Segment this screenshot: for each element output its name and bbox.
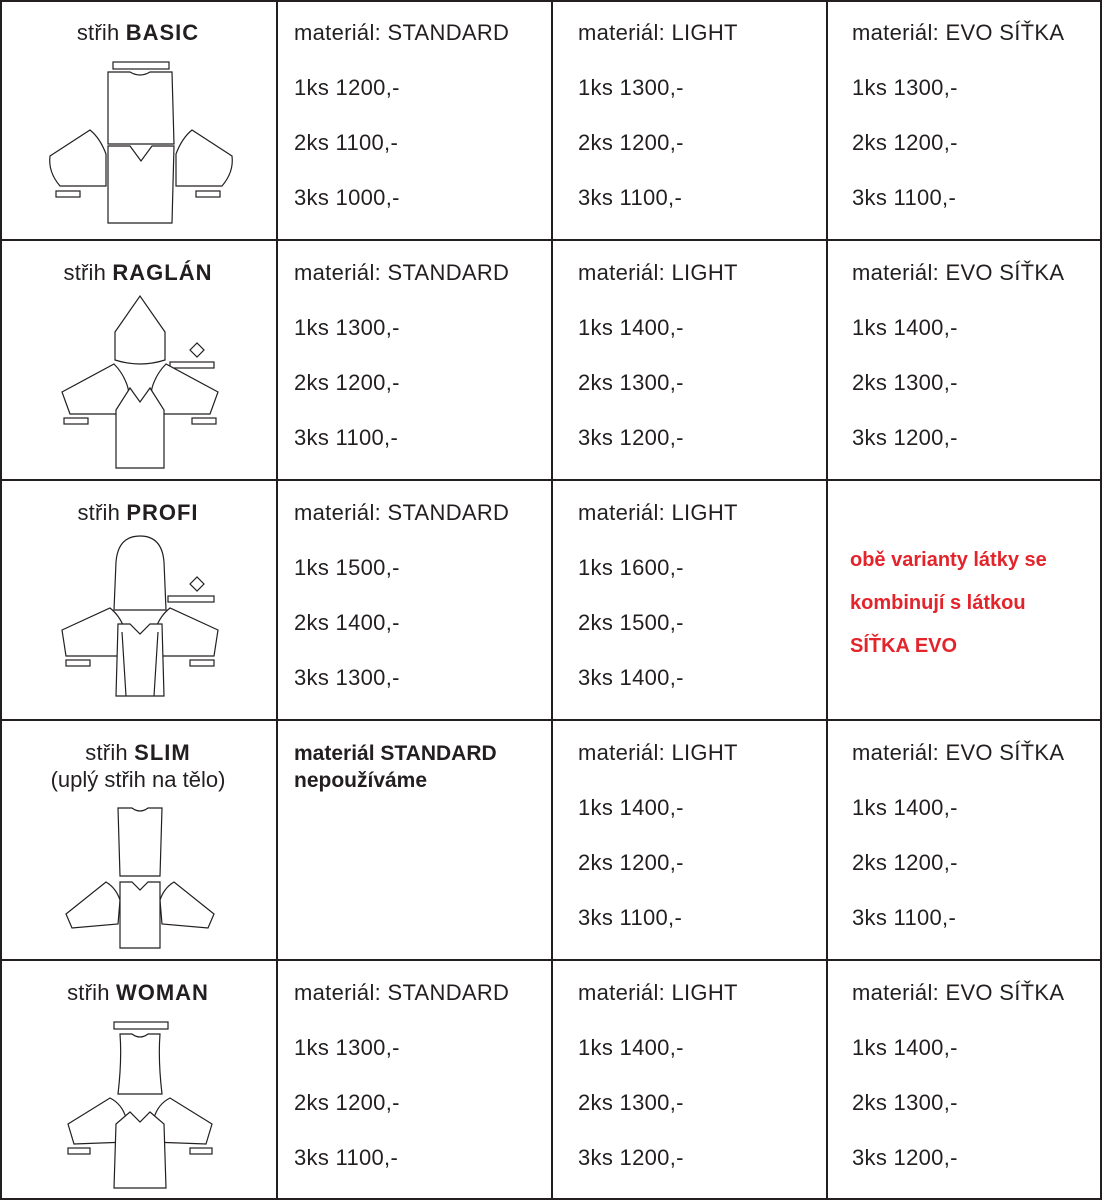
light-header: materiál: LIGHT bbox=[578, 740, 738, 765]
light-header: materiál: LIGHT bbox=[578, 500, 738, 525]
note-line: kombinují s látkou bbox=[850, 592, 1026, 614]
standard-price-3ks: 3ks 1300,- bbox=[294, 665, 400, 690]
cut-name: BASIC bbox=[125, 20, 200, 45]
standard-header: materiál: STANDARD bbox=[294, 260, 510, 285]
evo-header: materiál: EVO SÍŤKA bbox=[852, 980, 1065, 1005]
table-row-raglan bbox=[0, 240, 1102, 480]
cut-prefix: střih bbox=[85, 740, 128, 765]
cut-prefix: střih bbox=[77, 500, 120, 525]
evo-price-2ks: 2ks 1200,- bbox=[852, 130, 958, 155]
light-price-2ks: 2ks 1200,- bbox=[578, 130, 684, 155]
table-row-basic bbox=[0, 0, 1102, 240]
cut-name: PROFI bbox=[126, 500, 199, 525]
cut-label bbox=[0, 740, 276, 766]
note-line: SÍŤKA EVO bbox=[850, 635, 958, 657]
cut-subtitle: (uplý střih na tělo) bbox=[50, 767, 226, 792]
cut-name: RAGLÁN bbox=[112, 260, 213, 285]
evo-price-3ks: 3ks 1200,- bbox=[852, 425, 958, 450]
light-price-3ks: 3ks 1400,- bbox=[578, 665, 684, 690]
evo-header: materiál: EVO SÍŤKA bbox=[852, 260, 1065, 285]
table-row-profi bbox=[0, 480, 1102, 720]
standard-not-used-note bbox=[294, 740, 497, 794]
light-price-1ks: 1ks 1300,- bbox=[578, 75, 684, 100]
light-price-3ks: 3ks 1200,- bbox=[578, 1145, 684, 1170]
combination-note bbox=[850, 539, 1047, 668]
light-price-2ks: 2ks 1300,- bbox=[578, 1090, 684, 1115]
note-line: materiál STANDARD bbox=[294, 742, 497, 765]
table-row-woman bbox=[0, 960, 1102, 1200]
standard-price-2ks: 2ks 1200,- bbox=[294, 1090, 400, 1115]
evo-price-1ks: 1ks 1300,- bbox=[852, 75, 958, 100]
cut-label bbox=[0, 20, 276, 46]
light-price-3ks: 3ks 1100,- bbox=[578, 185, 683, 210]
standard-header: materiál: STANDARD bbox=[294, 500, 510, 525]
standard-header: materiál: STANDARD bbox=[294, 20, 510, 45]
light-price-1ks: 1ks 1400,- bbox=[578, 315, 684, 340]
light-price-2ks: 2ks 1300,- bbox=[578, 370, 684, 395]
light-price-3ks: 3ks 1200,- bbox=[578, 425, 684, 450]
slim-pattern-icon bbox=[40, 802, 240, 952]
evo-header: materiál: EVO SÍŤKA bbox=[852, 740, 1065, 765]
standard-price-1ks: 1ks 1300,- bbox=[294, 315, 400, 340]
cut-prefix: střih bbox=[67, 980, 110, 1005]
evo-header: materiál: EVO SÍŤKA bbox=[852, 20, 1065, 45]
cut-label bbox=[0, 980, 276, 1006]
evo-price-3ks: 3ks 1200,- bbox=[852, 1145, 958, 1170]
evo-price-1ks: 1ks 1400,- bbox=[852, 795, 958, 820]
standard-price-3ks: 3ks 1100,- bbox=[294, 425, 399, 450]
evo-price-3ks: 3ks 1100,- bbox=[852, 185, 957, 210]
evo-price-2ks: 2ks 1300,- bbox=[852, 370, 958, 395]
evo-price-2ks: 2ks 1300,- bbox=[852, 1090, 958, 1115]
light-header: materiál: LIGHT bbox=[578, 20, 738, 45]
light-price-1ks: 1ks 1600,- bbox=[578, 555, 684, 580]
table-row-slim bbox=[0, 720, 1102, 960]
standard-price-1ks: 1ks 1500,- bbox=[294, 555, 400, 580]
cut-name: WOMAN bbox=[115, 980, 209, 1005]
profi-pattern-icon bbox=[40, 532, 240, 700]
cut-prefix: střih bbox=[63, 260, 107, 285]
evo-price-1ks: 1ks 1400,- bbox=[852, 315, 958, 340]
light-price-3ks: 3ks 1100,- bbox=[578, 905, 683, 930]
light-header: materiál: LIGHT bbox=[578, 980, 738, 1005]
standard-header: materiál: STANDARD bbox=[294, 980, 510, 1005]
light-price-1ks: 1ks 1400,- bbox=[578, 1035, 684, 1060]
standard-price-2ks: 2ks 1400,- bbox=[294, 610, 400, 635]
cut-label bbox=[0, 260, 276, 286]
light-header: materiál: LIGHT bbox=[578, 260, 738, 285]
evo-price-2ks: 2ks 1200,- bbox=[852, 850, 958, 875]
cut-prefix: střih bbox=[76, 20, 120, 45]
note-line: nepoužíváme bbox=[294, 769, 428, 792]
evo-price-1ks: 1ks 1400,- bbox=[852, 1035, 958, 1060]
light-price-1ks: 1ks 1400,- bbox=[578, 795, 684, 820]
standard-price-2ks: 2ks 1200,- bbox=[294, 370, 400, 395]
woman-pattern-icon bbox=[40, 1020, 240, 1192]
light-price-2ks: 2ks 1200,- bbox=[578, 850, 684, 875]
light-price-2ks: 2ks 1500,- bbox=[578, 610, 684, 635]
standard-price-1ks: 1ks 1200,- bbox=[294, 75, 400, 100]
raglan-pattern-icon bbox=[40, 292, 240, 472]
evo-price-3ks: 3ks 1100,- bbox=[852, 905, 957, 930]
standard-price-2ks: 2ks 1100,- bbox=[294, 130, 399, 155]
note-line: obě varianty látky se bbox=[850, 549, 1047, 571]
cut-label bbox=[0, 500, 276, 526]
cut-name: SLIM bbox=[134, 740, 191, 765]
standard-price-3ks: 3ks 1000,- bbox=[294, 185, 400, 210]
standard-price-3ks: 3ks 1100,- bbox=[294, 1145, 399, 1170]
basic-pattern-icon bbox=[40, 58, 240, 230]
standard-price-1ks: 1ks 1300,- bbox=[294, 1035, 400, 1060]
